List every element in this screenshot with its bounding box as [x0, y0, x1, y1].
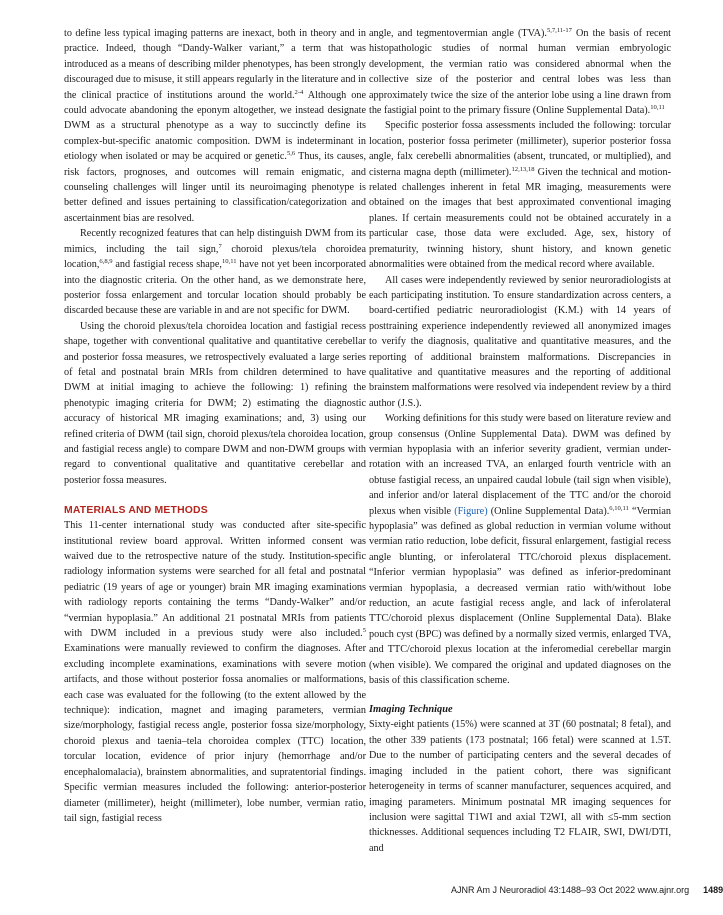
- citation-ref[interactable]: 6,10,11: [609, 504, 629, 512]
- paragraph: [64, 226, 366, 318]
- citation-ref[interactable]: 5: [362, 627, 366, 635]
- citation-ref[interactable]: 5,7,11-17: [546, 27, 572, 34]
- paragraph: [64, 26, 366, 226]
- section-heading: MATERIALS AND METHODS: [64, 505, 208, 517]
- left-column: [64, 26, 366, 826]
- text-run: Working definitions for this study were based on literature review and group consensus (Online Supplemental Data). DWM was defined by vermian hypoplasia with an inferior severity gradient, vermian under-rotation with an increased TVA, an enlarged fourth ventricle with an obtuse fastigial recess, an unpaired caudal lobule (tail sign when visible), and inferior and/or lateral displacement of the TTC and/or the choroid plexus when visible: [369, 413, 671, 517]
- paragraph: Using the choroid plexus/tela choroidea location and fastigial recess shape, together with conventional qualitative and quantitative cerebellar and posterior fossa measures, we retrospectively evaluated a large series of fetal and postnatal brain MRIs from children determined to have DWM at initial imaging to achieve the following: 1) refining the phenotypic imaging criteria for DWM; 2) estimating the diagnostic accuracy of historical MR imaging examinations; and, 3) using our refined criteria of DWM (tail sign, choroid plexus/tela choroidea location, and fastigial recess angle) to compare DWM and non-DWM groups with regard to conventional qualitative and quantitative cerebellar and posterior fossa measures.: [64, 320, 366, 486]
- citation-ref[interactable]: 5,6: [286, 150, 296, 158]
- text-run: (Online Supplemental Data).: [487, 505, 610, 517]
- text-run: choroid plexus/tela choroidea location,: [64, 243, 366, 271]
- text-run: angle, and tegmentovermian angle (TVA).: [369, 28, 547, 39]
- citation-ref[interactable]: 2-4: [294, 88, 304, 96]
- citation-ref[interactable]: 10,11: [650, 104, 665, 112]
- figure-link[interactable]: (Figure): [454, 505, 488, 517]
- text-run: “Vermian hypoplasia” was defined as global reduction in vermian volume without vermian ratio reduction, lobe deficit, fissural enlargement, fastigial recess angle blunting, or inferolateral TTC/choroid plexus displacement. “Inferior vermian hypoplasia” was defined as inferior-predominant vermian hypoplasia, a decreased vermian ratio with/without lobe reduction, an acute fastigial recess angle, and lack of inferolateral TTC/choroid plexus displacement (Online Supplemental Data). Blake pouch cyst (BPC) was defined by a normally sized vermis, enlarged TVA, and TTC/choroid plexus location at the inferomedial cerebellar margin (when visible). We compared the original and updated diagnoses on the basis of this classification scheme.: [369, 505, 671, 687]
- text-run: Specific posterior fossa assessments included the following: torcular location, posterior fossa perimeter (millimeter), superior posterior fossa angle, falx cerebelli abnormalities (absent, truncated, or multiplied), and cisterna magna depth (millimeter).: [369, 120, 671, 178]
- citation-ref[interactable]: 10,11: [221, 258, 237, 266]
- journal-citation: AJNR Am J Neuroradiol 43:1488–93 Oct 2022 www.ajnr.org: [451, 885, 690, 895]
- text-run: Given the technical and motion-related challenges inherent in fetal MR imaging, measurements were obtained on the images that best approximated conventional imaging planes. If certain measurements could not be obtained accurately in a particular case, those data were excluded. Age, sex, history of prematurity, twinning history, shunt history, and known genetic abnormalities were obtained from the medical record where available.: [369, 166, 672, 271]
- paragraph: Sixty-eight patients (15%) were scanned at 3T (60 postnatal; 8 fetal), and the other 339 patients (173 postnatal; 166 fetal) were scanned at 1.5T. Due to the number of participating centers and the several decades of imaging included in the patient cohort, there was significant heterogeneity in terms of scanner manufacturer, sequences acquired, and imaging parameters. Minimum postnatal MR imaging sequences for inclusion were sagittal T1WI and axial T2WI, all with ≤5-mm section thicknesses. Additional sequences including T2 FLAIR, SWI, DWI/DTI, and: [369, 719, 671, 854]
- text-run: and fastigial recess shape,: [112, 259, 222, 271]
- paragraph: [369, 411, 671, 688]
- paragraph: [369, 118, 671, 272]
- paragraph: [369, 26, 671, 118]
- text-run: Although one could advocate abandoning the eponym altogether, we instead designate DWM as a structural phenotype as a way to succinctly define its complex-but-specific anatomic composition. DWM is indeterminant in etiology when isolated or may be acquired or genetic.: [64, 89, 366, 163]
- text-run: Recently recognized features that can help distinguish DWM from its mimics, including the tail sign,: [64, 228, 366, 255]
- text-run: On the basis of recent histopathologic studies of normal human vermian embryologic development, the vermian ratio was considered abnormal when the collective size of the posterior and central lobes was less than approximately twice the size of the anterior lobe using a line drawn from the fastigial point to the primary fissure (Online Supplemental Data).: [369, 28, 671, 117]
- text-run: Examinations were manually reviewed to confirm the diagnoses. After excluding incomplete examinations, examinations with severe motion artifacts, and those without posterior fossa anomalies or malformations, each case was evaluated for the following (to the extent allowed by the technique): indication, magnet and imaging parameters, vermian size/morphology, fastigial recess angle, posterior fossa size/morphology, choroid plexus and taenia–tela choroidea complex (TTC) location, torcular location, evidence of prior injury (hemorrhage and/or encephalomalacia), brainstem abnormalities, and supratentorial findings. Specific vermian measures included the following: anterior-posterior diameter (millimeter), height (millimeter), lobe number, vermian ratio, tail sign, fastigial recess: [64, 643, 366, 824]
- text-run: Thus, its causes, risk factors, prognoses, and outcomes will remain enigmatic, and counseling challenges will linger until its neuroimaging phenotype is better defined and issues pertaining to classification/categorization and ascertainment bias are resolved.: [64, 151, 366, 224]
- paragraph: [64, 518, 366, 826]
- citation-ref[interactable]: 7: [218, 242, 222, 250]
- text-run: to define less typical imaging patterns are inexact, both in theory and in practice. Indeed, though “Dandy-Walker variant,” a term that was introduced as a means of describing milder phenotypes, has been strongly discouraged due to misuse, it still appears regularly in the literature and in the clinical practice of institutions around the world.: [64, 28, 366, 101]
- text-run: This 11-center international study was conducted after site-specific institutional review board approval. Written informed consent was waived due to the retrospective nature of the study. Institution-specific radiology information systems were searched for all fetal and postnatal pediatric (19 years of age or younger) brain MR imaging examinations with radiology reports containing the terms “Dandy-Walker” and/or “vermian hypoplasia.” An additional 21 postnatal MRIs from patients with DWM included in a previous study were also included.: [64, 520, 366, 640]
- text-run: have not yet been incorporated into the diagnostic criteria. On the other hand, as we demonstrate here, posterior fossa enlargement and torcular location should probably be discarded because these are variable in and are not specific for DWM.: [64, 259, 366, 317]
- page-number: 1489: [703, 885, 723, 895]
- page-footer: [451, 885, 723, 895]
- subsection-heading: Imaging Technique: [369, 704, 453, 716]
- right-column: [369, 26, 671, 856]
- citation-ref[interactable]: 6,8,9: [99, 258, 113, 266]
- paragraph: All cases were independently reviewed by senior neuroradiologists at each participating institution. To ensure standardization across centers, a board-certified pediatric neuroradiologist (K.M.) with 14 years of posttraining experience independently reviewed all anonymized images to verify the diagnosis, qualitative and quantitative measures, and the reporting of additional brainstem malformations. Discrepancies in qualitative and quantitative measures and the reporting of additional brainstem malformations were resolved via independent review by a third author (J.S.).: [369, 274, 671, 409]
- citation-ref[interactable]: 12,13,18: [511, 165, 535, 173]
